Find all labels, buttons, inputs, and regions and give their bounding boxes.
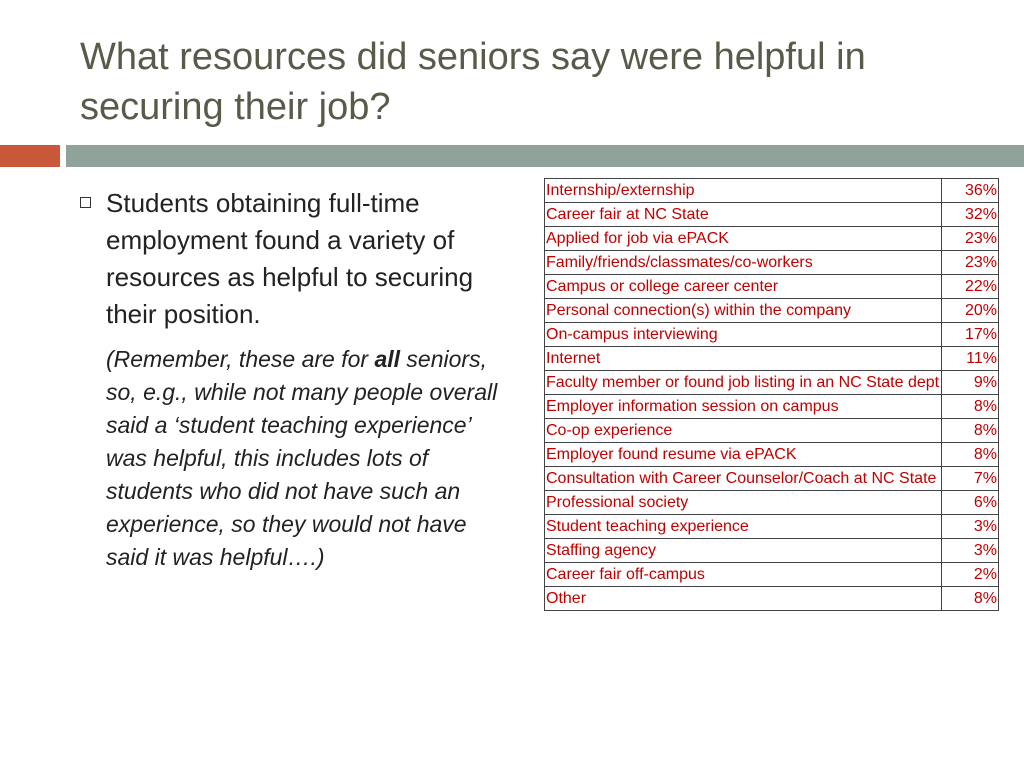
resource-label: Co-op experience [545, 419, 942, 443]
resource-label: Family/friends/classmates/co-workers [545, 251, 942, 275]
resource-label: Professional society [545, 491, 942, 515]
table-row [545, 419, 999, 443]
resource-label: Consultation with Career Counselor/Coach at NC State [545, 467, 942, 491]
table-row [545, 371, 999, 395]
resource-label: Campus or college career center [545, 275, 942, 299]
table-row [545, 323, 999, 347]
resource-percentage: 3% [942, 515, 999, 539]
bullet-section [80, 185, 500, 574]
accent-bar [0, 145, 60, 167]
table-row [545, 179, 999, 203]
bullet-text: Students obtaining full-time employment found a variety of resources as helpful to securing their position. [106, 188, 474, 329]
resource-percentage: 9% [942, 371, 999, 395]
resource-percentage: 11% [942, 347, 999, 371]
header-divider-bar [66, 145, 1024, 167]
table-row [545, 299, 999, 323]
resource-label: Student teaching experience [545, 515, 942, 539]
slide-title: What resources did seniors say were helpful in securing their job? [80, 36, 866, 128]
table-row [545, 347, 999, 371]
table-row [545, 203, 999, 227]
table-row [545, 539, 999, 563]
bullet-item [80, 185, 500, 333]
resource-label: Internet [545, 347, 942, 371]
table-row [545, 563, 999, 587]
resource-label: Internship/externship [545, 179, 942, 203]
table-row [545, 227, 999, 251]
resource-label: Career fair at NC State [545, 203, 942, 227]
resources-table-body [545, 179, 999, 611]
resource-label: Career fair off-campus [545, 563, 942, 587]
resource-percentage: 23% [942, 227, 999, 251]
resource-percentage: 2% [942, 563, 999, 587]
resource-label: Employer found resume via ePACK [545, 443, 942, 467]
table-row [545, 395, 999, 419]
table-row [545, 515, 999, 539]
resource-label: Other [545, 587, 942, 611]
note-emphasis: all [374, 346, 401, 372]
resource-label: Employer information session on campus [545, 395, 942, 419]
table-row [545, 467, 999, 491]
bullet-note [106, 343, 500, 574]
table-row [545, 443, 999, 467]
resource-percentage: 32% [942, 203, 999, 227]
resource-percentage: 8% [942, 419, 999, 443]
resource-percentage: 17% [942, 323, 999, 347]
square-bullet-icon [80, 197, 91, 208]
resource-label: Staffing agency [545, 539, 942, 563]
resource-percentage: 20% [942, 299, 999, 323]
resource-label: Personal connection(s) within the company [545, 299, 942, 323]
table-row [545, 587, 999, 611]
resource-label: Faculty member or found job listing in an NC State dept [545, 371, 942, 395]
note-text-end: seniors, so, e.g., while not many people overall said a ‘student teaching experience’ was helpful, this includes lots of students who did not have such an experience, so they would not have said it was helpful….) [106, 346, 498, 570]
resource-label: On-campus interviewing [545, 323, 942, 347]
resource-percentage: 6% [942, 491, 999, 515]
resource-percentage: 3% [942, 539, 999, 563]
resources-table [544, 178, 999, 611]
resource-percentage: 22% [942, 275, 999, 299]
resource-percentage: 23% [942, 251, 999, 275]
resource-percentage: 8% [942, 395, 999, 419]
table-row [545, 251, 999, 275]
resource-percentage: 7% [942, 467, 999, 491]
note-text-start: (Remember, these are for [106, 346, 375, 372]
table-row [545, 275, 999, 299]
table-row [545, 491, 999, 515]
resource-percentage: 36% [942, 179, 999, 203]
resource-label: Applied for job via ePACK [545, 227, 942, 251]
resource-percentage: 8% [942, 443, 999, 467]
resource-percentage: 8% [942, 587, 999, 611]
